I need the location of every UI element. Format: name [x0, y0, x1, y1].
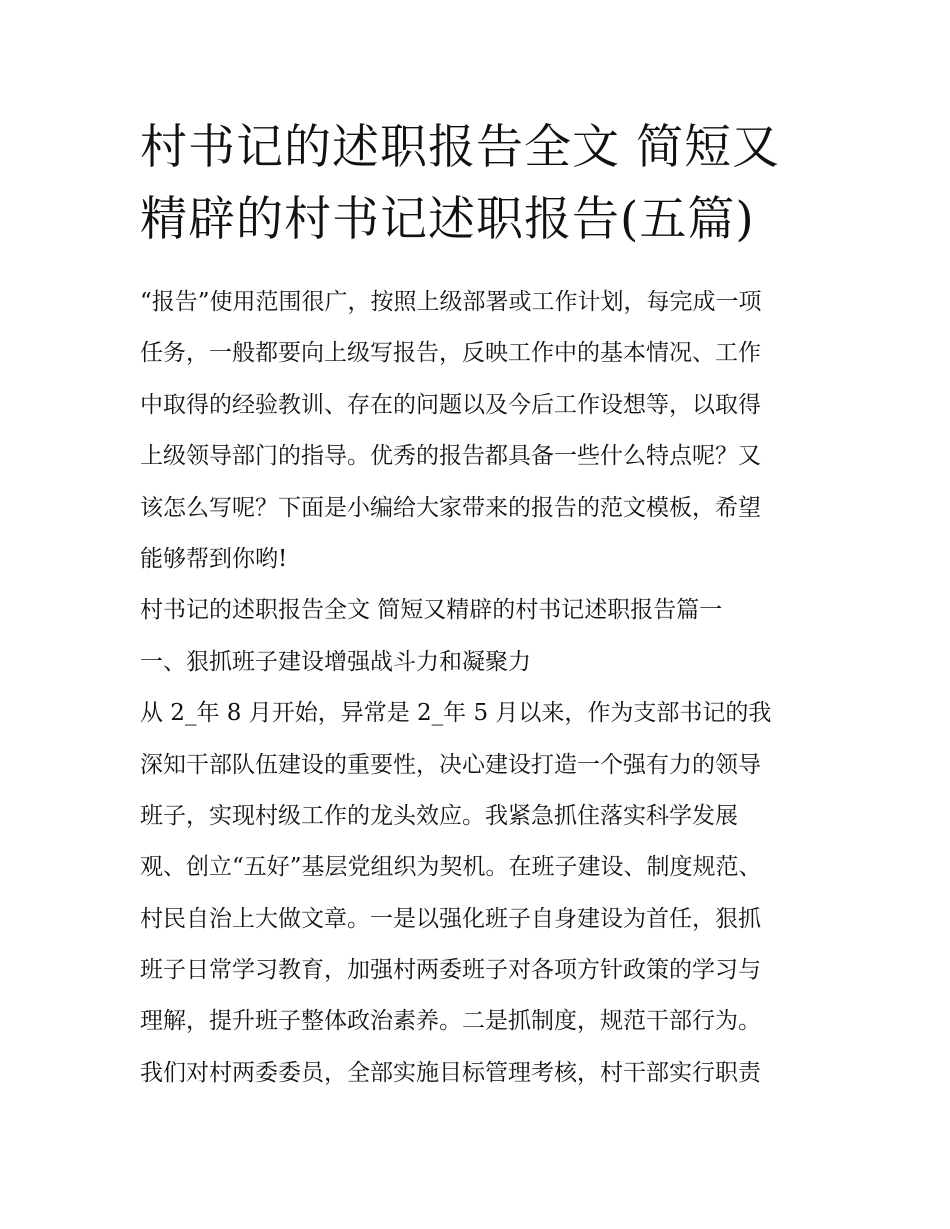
section-heading: 村书记的述职报告全文 简短又精辟的村书记述职报告篇一: [140, 597, 723, 624]
title-line-2: 精辟的村书记述职报告(五篇): [140, 192, 755, 247]
paragraph-line-6: 班子日常学习教育，加强村两委班子对各项方针政策的学习与: [140, 957, 761, 984]
intro-line-4: 上级领导部门的指导。优秀的报告都具备一些什么特点呢？又: [140, 443, 761, 470]
paragraph-line-7: 理解，提升班子整体政治素养。二是抓制度，规范干部行为。: [140, 1008, 761, 1035]
paragraph-line-5: 村民自治上大做文章。一是以强化班子自身建设为首任，狠抓: [140, 905, 761, 932]
paragraph-line-8: 我们对村两委委员，全部实施目标管理考核，村干部实行职责: [140, 1059, 761, 1086]
document-title: [140, 112, 830, 256]
intro-line-1: “报告”使用范围很广，按照上级部署或工作计划，每完成一项: [140, 289, 762, 315]
subsection-heading: 一、狠抓班子建设增强战斗力和凝聚力: [140, 648, 531, 675]
document-body: [140, 280, 830, 1102]
paragraph-line-3: 班子，实现村级工作的龙头效应。我紧急抓住落实科学发展: [140, 802, 738, 829]
intro-line-5: 该怎么写呢？下面是小编给大家带来的报告的范文模板，希望: [140, 494, 761, 521]
title-line-1: 村书记的述职报告全文 简短又: [140, 120, 780, 175]
paragraph-line-1: 从 2_年 8 月开始，异常是 2_年 5 月以来，作为支部书记的我: [140, 700, 772, 727]
intro-line-3: 中取得的经验教训、存在的问题以及今后工作设想等，以取得: [140, 391, 761, 418]
intro-line-6: 能够帮到你哟!: [140, 545, 288, 572]
paragraph-line-2: 深知干部队伍建设的重要性，决心建设打造一个强有力的领导: [140, 751, 761, 778]
paragraph-line-4: 观、创立“五好”基层党组织为契机。在班子建设、制度规范、: [140, 854, 762, 881]
intro-line-2: 任务，一般都要向上级写报告，反映工作中的基本情况、工作: [140, 340, 761, 367]
